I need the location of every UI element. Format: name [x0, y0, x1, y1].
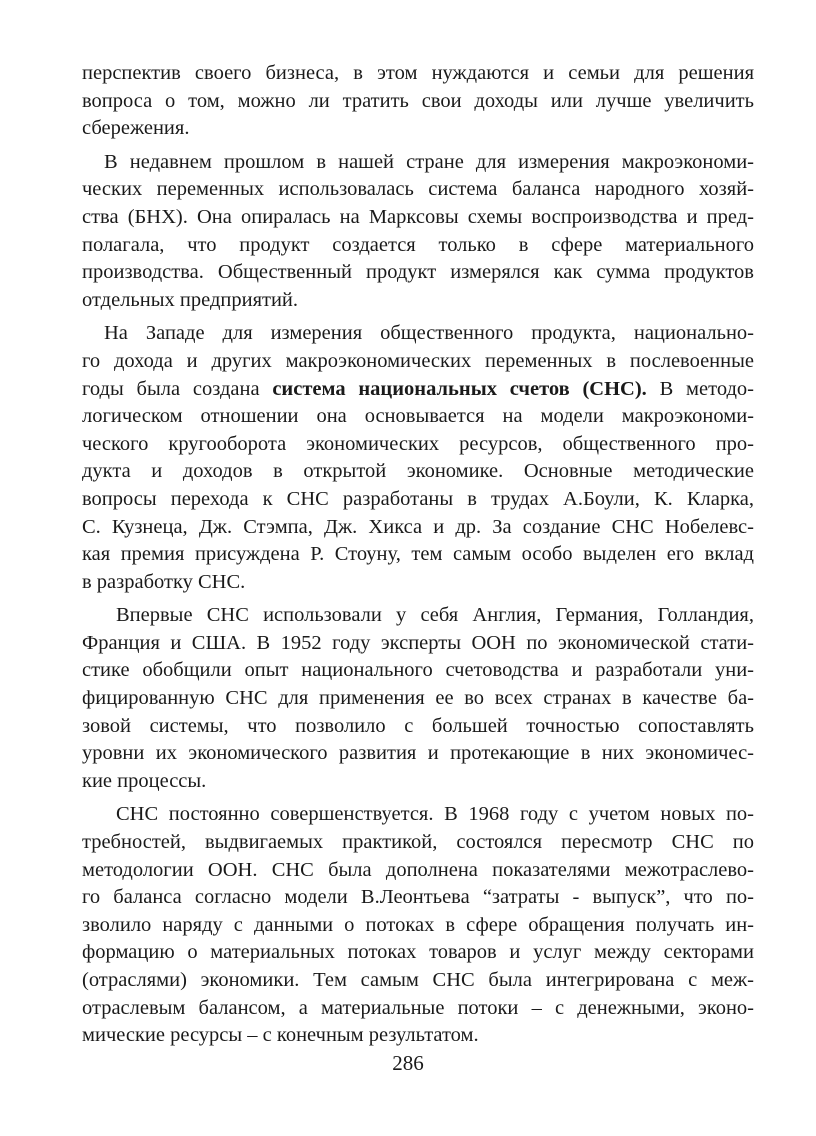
text-line: зовой системы, что позволило с большей точностью сопоставлять	[82, 714, 754, 737]
page-number: 286	[392, 1051, 424, 1075]
paragraph-1	[82, 60, 754, 143]
bold-term: система национальных счетов (СНС).	[272, 377, 647, 400]
text-line: го дохода и других макроэкономических переменных в послевоенные	[82, 349, 754, 372]
text-segment: годы была создана	[82, 377, 273, 400]
text-line: отраслевым балансом, а материальные потоки – с денежными, эконо-	[82, 996, 754, 1019]
text-line: го баланса согласно модели В.Леонтьева “затраты - выпуск”, что по-	[82, 886, 754, 909]
paragraph-4	[82, 602, 754, 795]
text-line: На Западе для измерения общественного продукта, национально-	[104, 322, 754, 345]
text-line: методологии ООН. СНС была дополнена показателями межотраслево-	[82, 858, 754, 881]
paragraph-2	[82, 149, 754, 315]
text-line: ства (БНХ). Она опиралась на Марксовы схемы воспроизводства и пред-	[82, 205, 754, 228]
text-line: мические ресурсы – с конечным результатом.	[82, 1024, 479, 1047]
text-line: кие процессы.	[82, 769, 207, 792]
text-line: ческого кругооборота экономических ресурсов, общественного про-	[82, 432, 754, 455]
text-line: (отраслями) экономики. Тем самым СНС была интегрирована с меж-	[82, 969, 754, 991]
text-line: СНС постоянно совершенствуется. В 1968 году с учетом новых по-	[116, 803, 754, 826]
paragraph-5	[82, 801, 754, 1049]
text-line: С. Кузнеца, Дж. Стэмпа, Дж. Хикса и др. За создание СНС Нобелевс-	[82, 515, 754, 538]
text-line: полагала, что продукт создается только в сфере материального	[82, 233, 754, 256]
text-line: зволило наряду с данными о потоках в сфере обращения получать ин-	[82, 913, 754, 936]
text-line: перспектив своего бизнеса, в этом нуждаются и семьи для решения	[82, 62, 754, 84]
text-line: дукта и доходов в открытой экономике. Основные методические	[82, 460, 754, 483]
text-segment: В методо-	[646, 377, 754, 400]
page-body	[82, 60, 754, 1050]
paragraph-3	[82, 320, 754, 596]
text-line: В недавнем прошлом в нашей стране для измерения макроэкономи-	[104, 150, 754, 173]
text-line: сбережения.	[82, 117, 190, 140]
text-line: фицированную СНС для применения ее во всех странах в качестве ба-	[82, 687, 754, 710]
text-line: ческих переменных использовалась система баланса народного хозяй-	[82, 178, 754, 201]
text-line: стике обобщили опыт национального счетоводства и разработали уни-	[82, 659, 754, 682]
text-line: Франция и США. В 1952 году эксперты ООН по экономической стати-	[82, 631, 754, 654]
text-line: вопроса о том, можно ли тратить свои доходы или лучше увеличить	[82, 89, 754, 112]
text-line: вопросы перехода к СНС разработаны в трудах А.Боули, К. Кларка,	[82, 487, 754, 510]
text-line: в разработку СНС.	[82, 570, 246, 593]
text-line: Впервые СНС использовали у себя Англия, Германия, Голландия,	[116, 604, 754, 627]
text-line: формацию о материальных потоках товаров и услуг между секторами	[82, 941, 754, 964]
text-line: производства. Общественный продукт измерялся как сумма продуктов	[82, 261, 754, 284]
text-line: логическом отношении она основывается на модели макроэкономи-	[82, 405, 754, 428]
text-line: уровни их экономического развития и протекающие в них экономичес-	[82, 742, 754, 765]
text-line: отдельных предприятий.	[82, 288, 299, 311]
text-line: требностей, выдвигаемых практикой, состоялся пересмотр СНС по	[82, 831, 754, 854]
text-line	[82, 376, 754, 404]
text-line: кая премия присуждена Р. Стоуну, тем самым особо выделен его вклад	[82, 543, 754, 566]
